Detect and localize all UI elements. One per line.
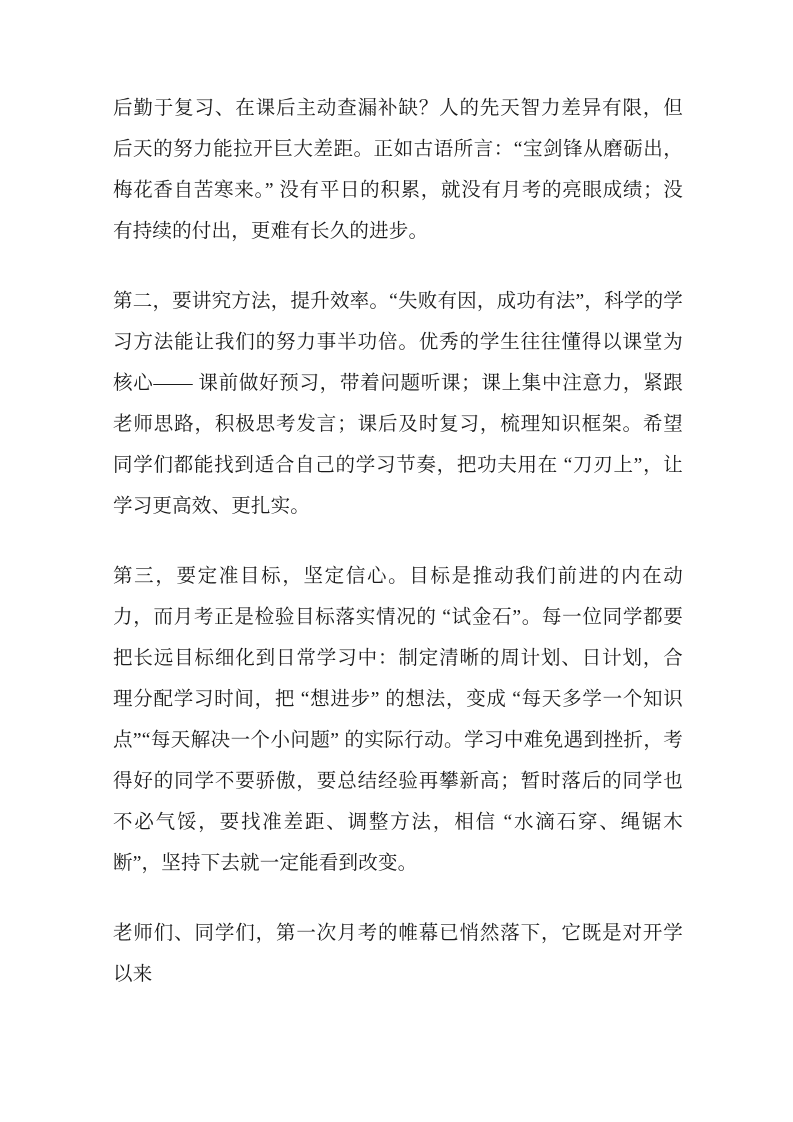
paragraph: 第二，要讲究方法，提升效率。“失败有因，成功有法”，科学的学习方法能让我们的努力事半功倍。优秀的学生往往懂得以课堂为核心—— 课前做好预习，带着问题听课；课上集中注意力，紧跟老师思路，积极思考发言；课后及时复习，梳理知识框架。希望同学们都能找到适合自己的学习节奏，把功夫用在 “刀刃上”，让学习更高效、更扎实。 xyxy=(113,291,683,517)
document-body xyxy=(113,88,683,995)
paragraph: 后勤于复习、在课后主动查漏补缺？人的先天智力差异有限，但后天的努力能拉开巨大差距。正如古语所言：“宝剑锋从磨砺出，梅花香自苦寒来。” 没有平日的积累，就没有月考的亮眼成绩；没有持续的付出，更难有长久的进步。 xyxy=(113,98,683,242)
paragraph: 老师们、同学们，第一次月考的帷幕已悄然落下，它既是对开学以来 xyxy=(113,923,683,985)
paragraph: 第三，要定准目标，坚定信心。目标是推动我们前进的内在动力，而月考正是检验目标落实情况的 “试金石”。每一位同学都要把长远目标细化到日常学习中：制定清晰的周计划、日计划，合理分配学习时间，把 “想进步” 的想法，变成 “每天多学一个知识点”“每天解决一个小问题” 的实际行动。学习中难免遇到挫折，考得好的同学不要骄傲，要总结经验再攀新高；暂时落后的同学也不必气馁，要找准差距、调整方法，相信 “水滴石穿、绳锯木断”，坚持下去就一定能看到改变。 xyxy=(113,566,683,874)
